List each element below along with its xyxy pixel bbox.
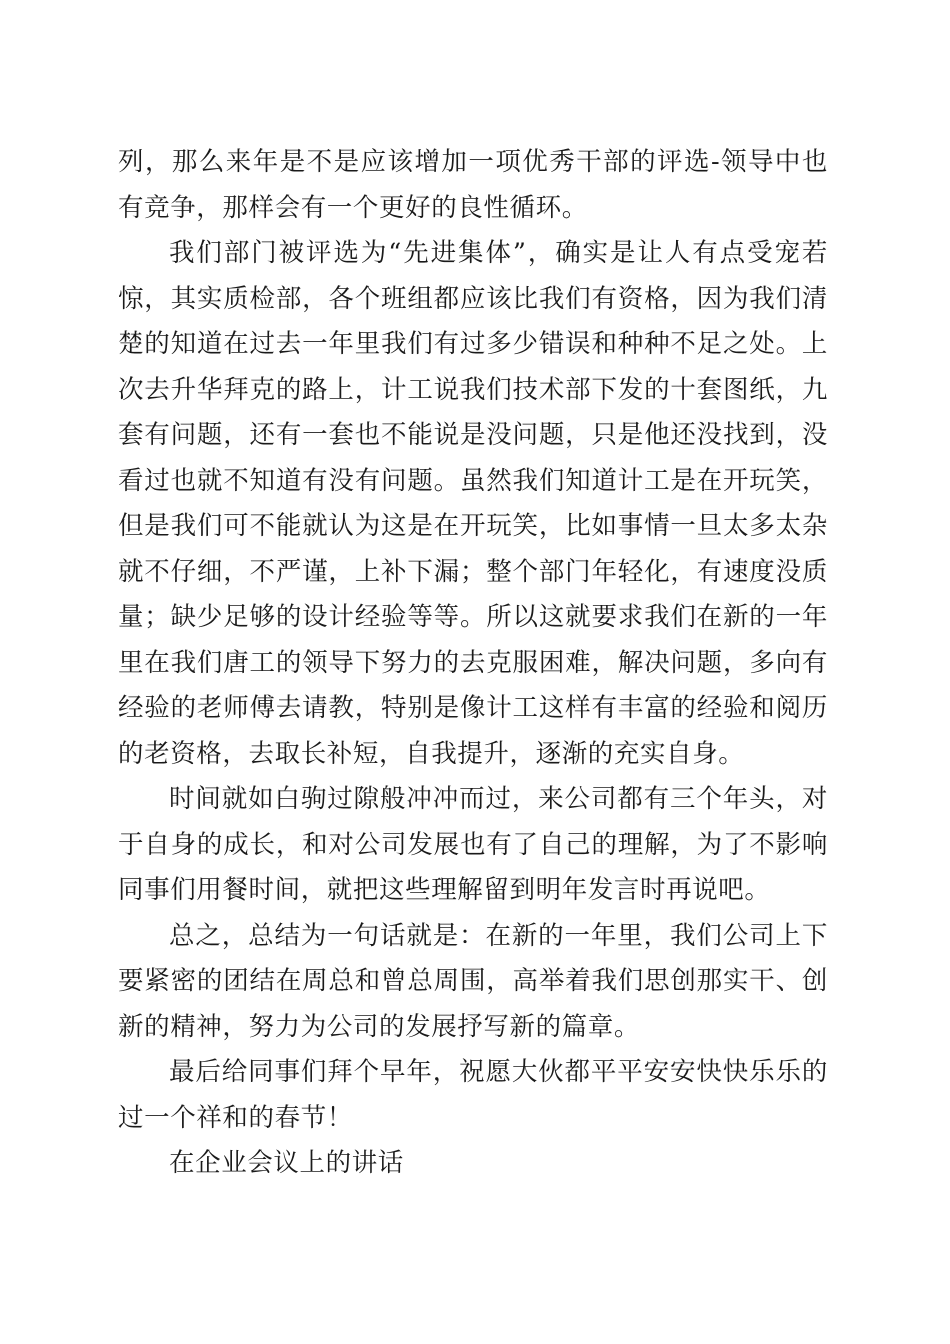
paragraph-continuation: 列，那么来年是不是应该增加一项优秀干部的评选-领导中也有竞争，那样会有一个更好的良性循环。 [118,147,828,223]
paragraph-advanced-collective: 我们部门被评选为“先进集体”，确实是让人有点受宠若惊，其实质检部，各个班组都应该比我们有资格，因为我们清楚的知道在过去一年里我们有过多少错误和种种不足之处。上次去升华拜克的路上，计工说我们技术部下发的十套图纸，九套有问题，还有一套也不能说是没问题，只是他还没找到，没看过也就不知道有没有问题。虽然我们知道计工是在开玩笑，但是我们可不能就认为这是在开玩笑，比如事情一旦太多太杂就不仔细，不严谨，上补下漏；整个部门年轻化，有速度没质量；缺少足够的设计经验等等。所以这就要求我们在新的一年里在我们唐工的领导下努力的去克服困难，解决问题，多向有经验的老师傅去请教，特别是像计工这样有丰富的经验和阅历的老资格，去取长补短，自我提升，逐渐的充实自身。 [118,238,828,769]
next-section-title: 在企业会议上的讲话 [169,1148,404,1178]
paragraph-summary: 总之，总结为一句话就是：在新的一年里，我们公司上下要紧密的团结在周总和曾总周围，高举着我们思创那实干、创新的精神，努力为公司的发展抒写新的篇章。 [118,920,828,1042]
paragraph-new-year-greeting: 最后给同事们拜个早年，祝愿大伙都平平安安快快乐乐的过一个祥和的春节！ [118,1057,828,1133]
document-body [118,140,828,1187]
paragraph-time-passing: 时间就如白驹过隙般冲冲而过，来公司都有三个年头，对于自身的成长，和对公司发展也有了自己的理解，为了不影响同事们用餐时间，就把这些理解留到明年发言时再说吧。 [118,784,828,905]
